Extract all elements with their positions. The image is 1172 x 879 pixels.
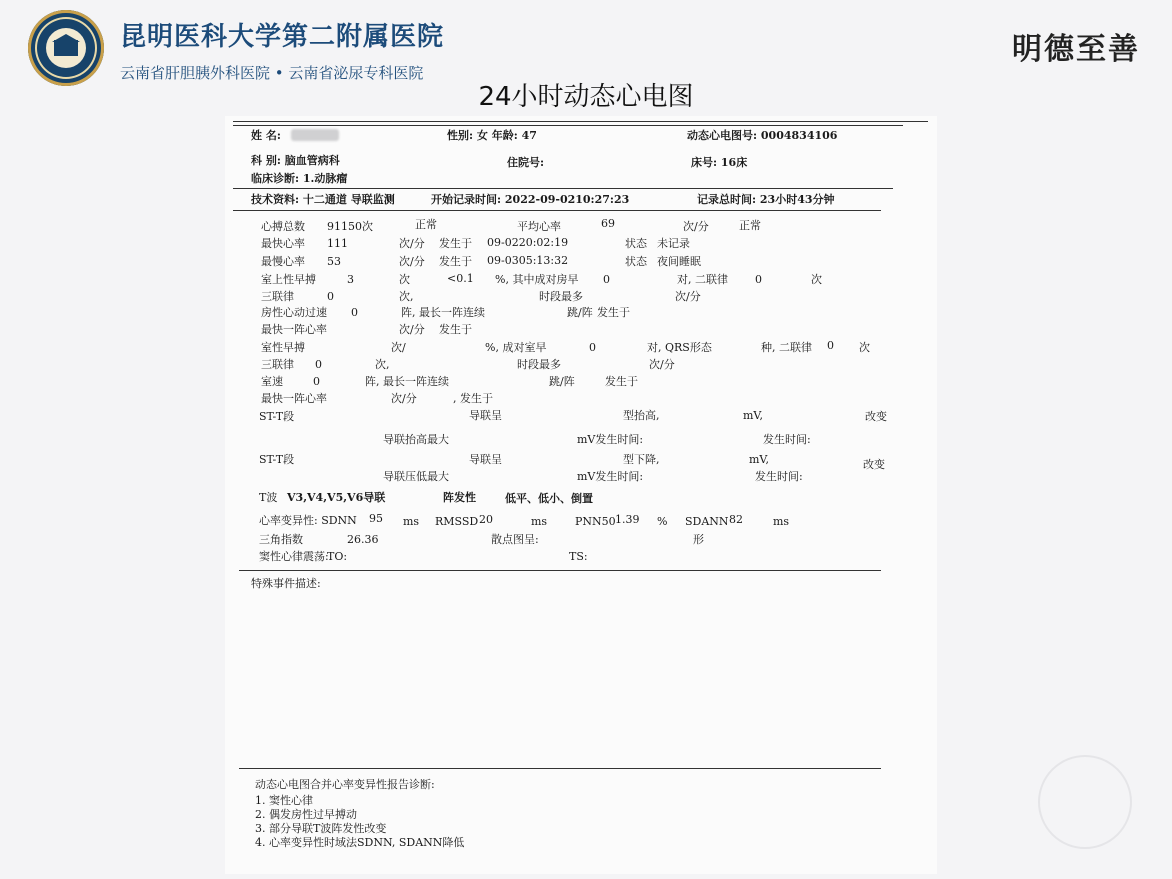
unit-text: 次/分 [391, 392, 417, 405]
label-st-t: ST-T段 [259, 453, 295, 466]
label-state: 状态 [625, 255, 647, 268]
special-events-label: 特殊事件描述: [251, 577, 321, 590]
unit-text: 跳/阵 [549, 375, 575, 388]
redacted-name [291, 129, 339, 141]
label-max-elevation-lead: 导联抬高最大 [383, 433, 449, 446]
label-svpb: 室上性早搏 [261, 273, 316, 286]
record-total-time: 记录总时间: 23小时43分钟 [697, 193, 835, 206]
inpatient-number: 住院号: [507, 156, 545, 169]
conclusion-item: 4. 心率变异性时域法SDNN, SDANN降低 [255, 836, 465, 849]
label-peak-period: 时段最多 [517, 358, 561, 371]
value-pair-apb: 0 [603, 273, 610, 286]
label-pnn50: PNN50 [575, 515, 616, 528]
unit-text: ms [773, 515, 790, 528]
value-min-hr: 53 [327, 255, 341, 268]
name-label: 姓 名: [251, 129, 281, 142]
label-elevation: 型抬高, [623, 409, 660, 422]
unit-text: 次/分 [675, 290, 701, 303]
bed-number: 床号: 16床 [691, 156, 748, 169]
label-fastest-run: 最快一阵心率 [261, 323, 327, 336]
conclusion-item: 2. 偶发房性过早搏动 [255, 808, 357, 821]
label-trigeminy: 三联律 [261, 358, 294, 371]
value-rmssd: 20 [479, 513, 493, 526]
label-lead-pattern: 导联呈 [469, 453, 502, 466]
label-st-t: ST-T段 [259, 410, 295, 423]
motto: 明德至善 [1012, 32, 1140, 67]
value-max-hr-time: 09-0220:02:19 [487, 236, 569, 249]
unit-text: 次 [859, 341, 870, 354]
label-max-hr: 最快心率 [261, 237, 305, 250]
value-sdnn: 95 [369, 512, 383, 525]
hospital-subtitle: 云南省肝胆胰外科医院 • 云南省泌尿专科医院 [120, 64, 424, 82]
value-sdann: 82 [729, 513, 743, 526]
label-fastest-run: 最快一阵心率 [261, 392, 327, 405]
label-to: TO: [327, 550, 348, 563]
divider [239, 570, 881, 571]
hospital-name: 昆明医科大学第二附属医院 [120, 22, 445, 52]
label-vt: 室速 [261, 375, 283, 388]
value-trigeminy: 0 [327, 290, 334, 303]
label-time: 发生时间: [755, 470, 803, 483]
department: 科 别: 脑血管病科 [251, 154, 340, 167]
label-atrial-tachy: 房性心动过速 [261, 306, 327, 319]
unit-text: 次/ [391, 341, 406, 354]
value-pnn50: 1.39 [615, 513, 640, 526]
value-svpb: 3 [347, 273, 354, 286]
record-start-time: 开始记录时间: 2022-09-0210:27:23 [431, 193, 630, 206]
clinical-diagnosis: 临床诊断: 1.动脉瘤 [251, 172, 348, 185]
value-vt: 0 [313, 375, 320, 388]
label-t-wave: T波 [259, 491, 278, 504]
value-min-hr-time: 09-0305:13:32 [487, 254, 569, 267]
unit-text: ms [403, 515, 420, 528]
label-rmssd: RMSSD [435, 515, 479, 528]
label-pair-vpb: %, 成对室早 [485, 341, 547, 354]
conclusion-title: 动态心电图合并心率变异性报告诊断: [255, 778, 435, 791]
label-bigeminy: 种, 二联律 [761, 341, 812, 354]
label-time: mV发生时间: [577, 470, 644, 483]
value-pair-vpb: 0 [589, 341, 596, 354]
label-occurred: 发生于 [439, 255, 472, 268]
value-atrial-tachy: 0 [351, 306, 358, 319]
divider [233, 210, 881, 211]
status-text: 正常 [739, 219, 761, 232]
value-t-wave-change: 低平、低小、倒置 [505, 492, 593, 505]
hospital-seal-icon [28, 10, 104, 86]
unit-text: mV, [749, 453, 769, 466]
value-state: 夜间睡眠 [657, 255, 701, 268]
label-sdann: SDANN [685, 515, 729, 528]
value-svpb-pct: <0.1 [447, 272, 474, 285]
watermark-icon [1038, 755, 1132, 849]
label-occurred: , 发生于 [453, 392, 493, 405]
unit-text: 形 [693, 533, 704, 546]
unit-text: 次/分 [649, 358, 675, 371]
value-total-beats: 91150次 [327, 220, 373, 233]
label-total-beats: 心搏总数 [261, 220, 305, 233]
slide-title: 24小时动态心电图 [478, 82, 694, 112]
unit-text: 次 [811, 273, 822, 286]
label-state: 状态 [625, 237, 647, 250]
unit-text: 次/分 [683, 220, 709, 233]
label-avg-hr: 平均心率 [517, 220, 561, 233]
conclusion-item: 3. 部分导联T波阵发性改变 [255, 822, 387, 835]
value-trigeminy: 0 [315, 358, 322, 371]
unit-text: 跳/阵 [567, 306, 593, 319]
label-change: 改变 [865, 410, 887, 423]
label-min-hr: 最慢心率 [261, 255, 305, 268]
label-scatter: 散点图呈: [491, 533, 539, 546]
label-change: 改变 [863, 458, 885, 471]
unit-text: mV, [743, 409, 763, 422]
label-vpb: 室性早搏 [261, 341, 305, 354]
label-hrt: 窦性心律震荡: [259, 550, 329, 563]
label-longest-run: 阵, 最长一阵连续 [365, 375, 449, 388]
unit-text: % [657, 515, 668, 528]
label-lead-pattern: 导联呈 [469, 409, 502, 422]
label-longest-run: 阵, 最长一阵连续 [401, 306, 485, 319]
divider [233, 125, 903, 126]
unit-text: 次/分 [399, 255, 425, 268]
value-paroxysmal: 阵发性 [443, 491, 476, 504]
value-t-wave-leads: V3,V4,V5,V6导联 [287, 491, 386, 504]
label-qrs-morph: 对, QRS形态 [647, 341, 712, 354]
label-occurred: 发生于 [605, 375, 638, 388]
value-state: 未记录 [657, 237, 690, 250]
label-occurred: 发生于 [439, 323, 472, 336]
value-max-hr: 111 [327, 237, 348, 250]
label-max-depression-lead: 导联压低最大 [383, 470, 449, 483]
label-depression: 型下降, [623, 453, 660, 466]
conclusion-item: 1. 窦性心律 [255, 794, 313, 807]
unit-text: 次/分 [399, 323, 425, 336]
unit-text: 次 [399, 273, 410, 286]
sex-age: 性别: 女 年龄: 47 [447, 129, 537, 142]
label-time: 发生时间: [763, 433, 811, 446]
value-bigeminy: 0 [827, 339, 834, 352]
label-trigeminy: 三联律 [261, 290, 294, 303]
value-avg-hr: 69 [601, 217, 615, 230]
ecg-number: 动态心电图号: 0004834106 [687, 129, 838, 142]
value-bigeminy: 0 [755, 273, 762, 286]
technical-data: 技术资料: 十二通道 导联监测 [251, 193, 395, 206]
unit-text: ms [531, 515, 548, 528]
label-peak-period: 时段最多 [539, 290, 583, 303]
label-triangle-index: 三角指数 [259, 533, 303, 546]
status-text: 正常 [415, 218, 437, 231]
label-hrv-sdnn: 心率变异性: SDNN [259, 514, 357, 527]
label-occurred: 发生于 [597, 306, 630, 319]
value-triangle-index: 26.36 [347, 533, 379, 546]
divider [233, 188, 893, 189]
divider [233, 121, 928, 122]
label-occurred: 发生于 [439, 237, 472, 250]
label-bigeminy: 对, 二联律 [677, 273, 728, 286]
label-time: mV发生时间: [577, 433, 644, 446]
unit-text: 次, [399, 290, 414, 303]
label-ts: TS: [569, 550, 588, 563]
ecg-report [225, 116, 937, 874]
unit-text: 次, [375, 358, 390, 371]
unit-text: 次/分 [399, 237, 425, 250]
label-pair-apb: %, 其中成对房早 [495, 273, 579, 286]
divider [239, 768, 881, 769]
